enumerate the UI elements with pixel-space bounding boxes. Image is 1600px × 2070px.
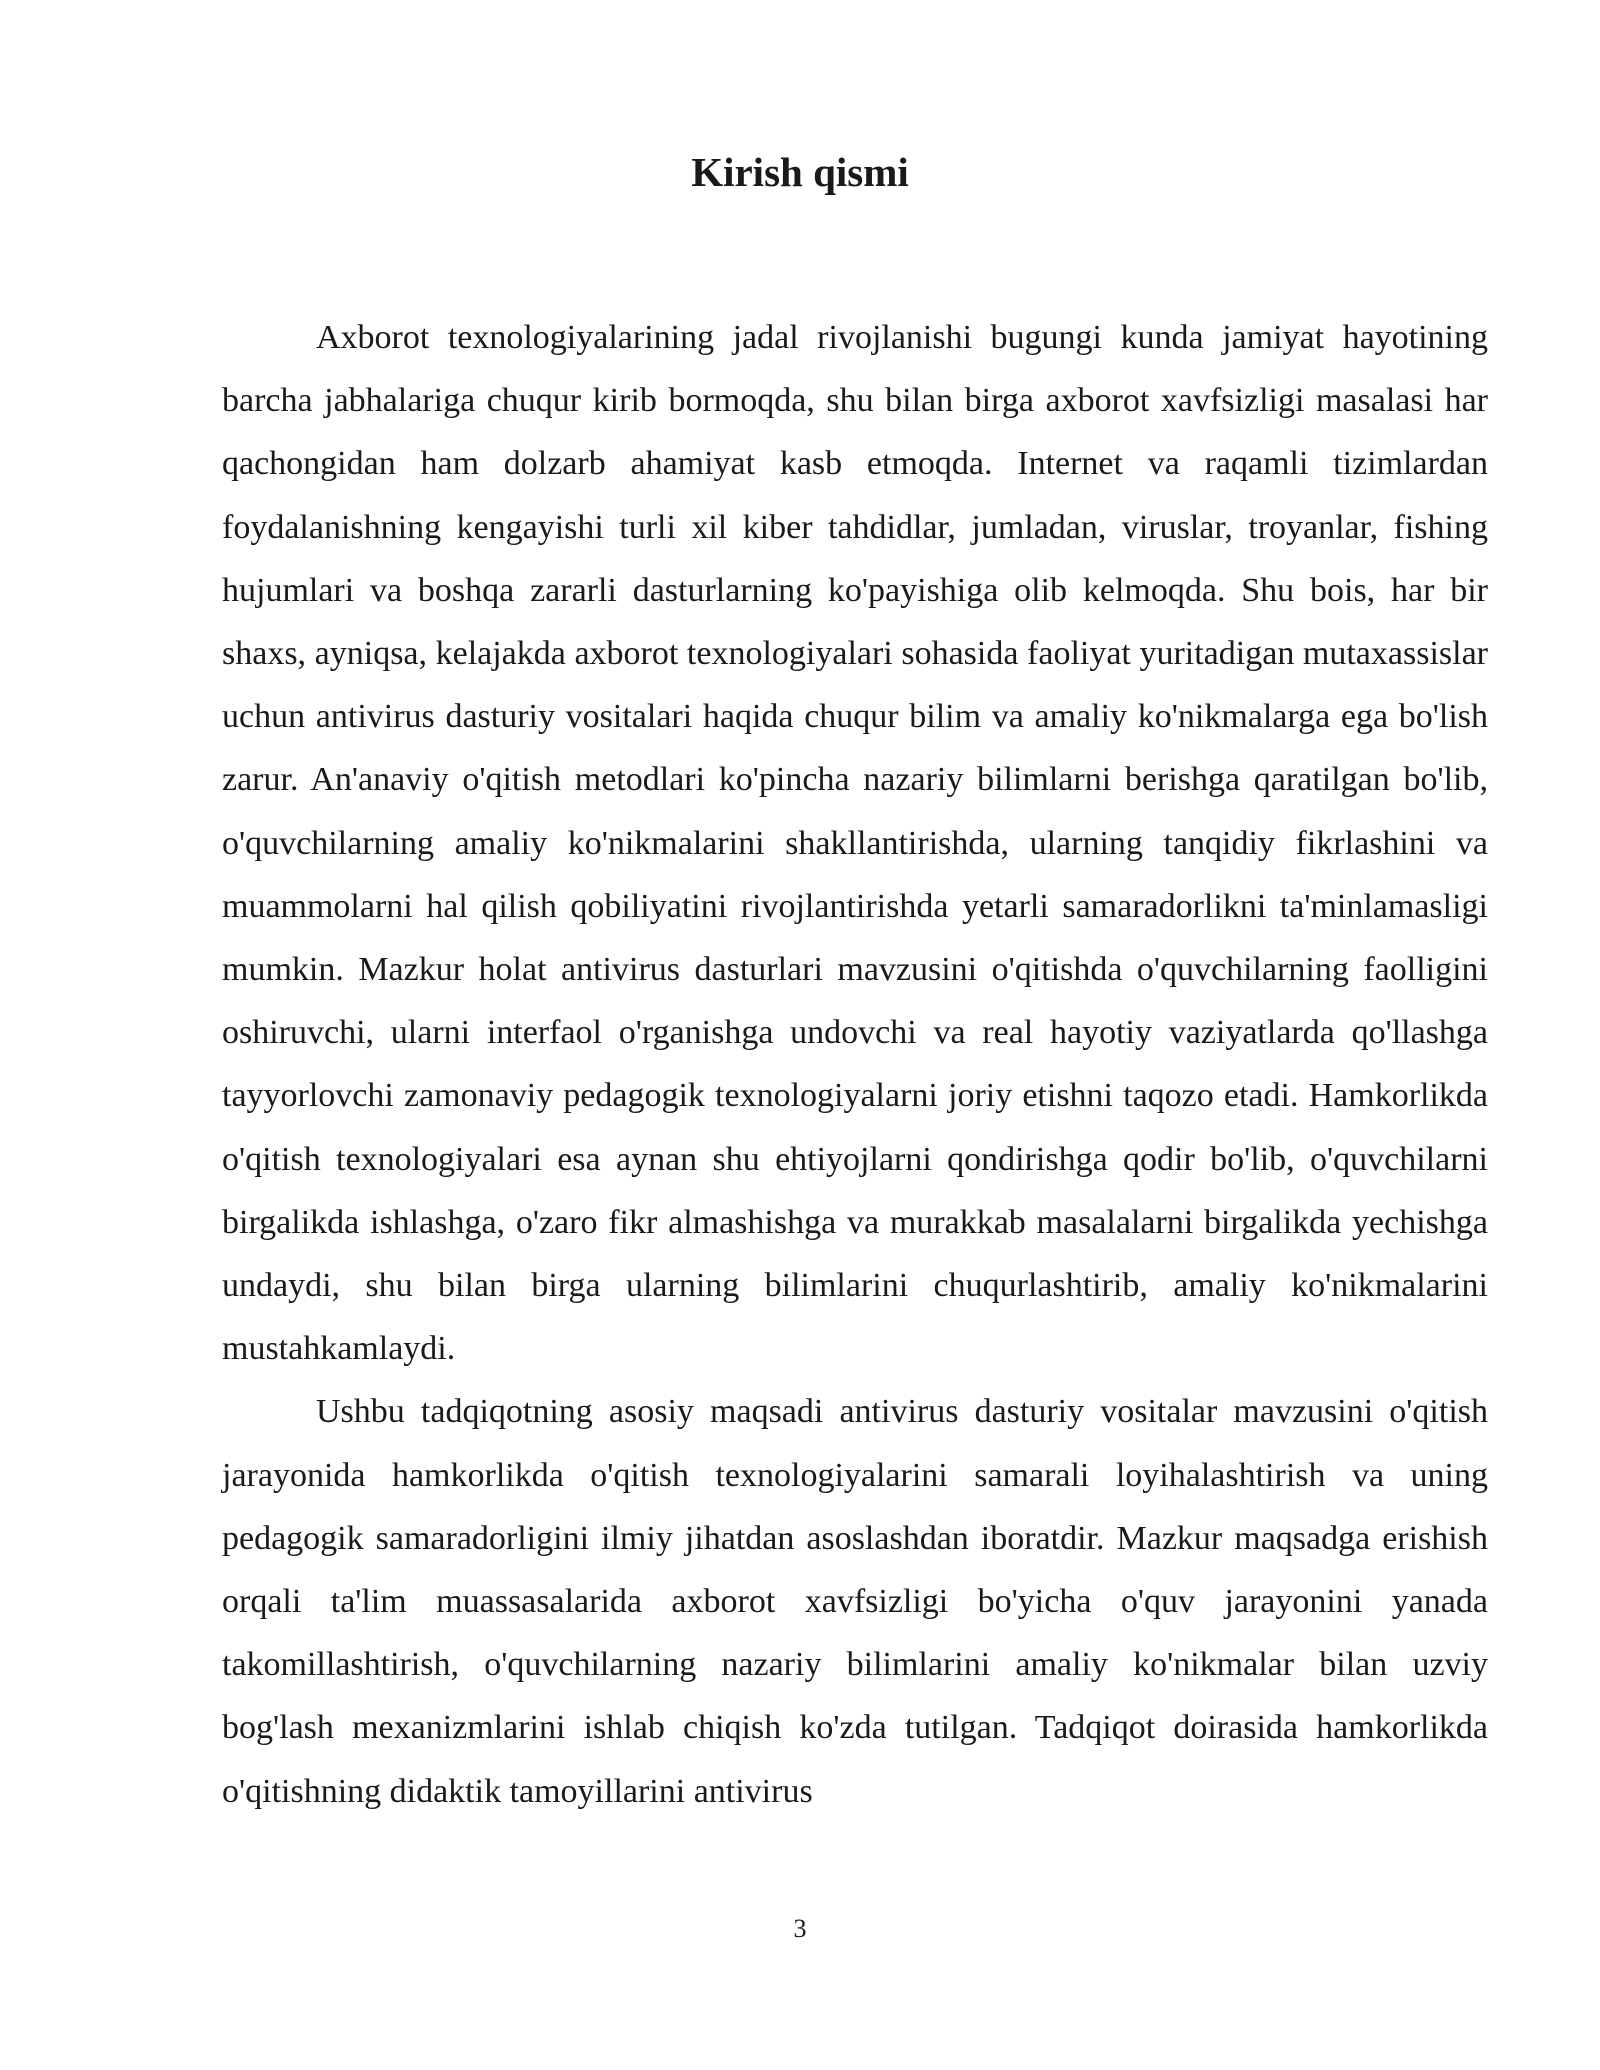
- paragraph-goal: Ushbu tadqiqotning asosiy maqsadi antivirus dasturiy vositalar mavzusini o'qitish jarayonida hamkorlikda o'qitish texnologiyalarini samarali loyihalashtirish va uning pedagogik samaradorligini ilmiy jihatdan asoslashdan iboratdir. Mazkur maqsadga erishish orqali ta'lim muassasalarida axborot xavfsizligi bo'yicha o'quv jarayonini yanada takomillashtirish, o'quvchilarning nazariy bilimlarini amaliy ko'nikmalar bilan uzviy bog'lash mexanizmlarini ishlab chiqish ko'zda tutilgan. Tadqiqot doirasida hamkorlikda o'qitishning didaktik tamoyillarini antivirus: [222, 1393, 1488, 1810]
- document-body: [222, 306, 1488, 1823]
- page-number: 3: [793, 1914, 807, 1943]
- paragraph-intro: Axborot texnologiyalarining jadal rivojlanishi bugungi kunda jamiyat hayotining barcha jabhalariga chuqur kirib bormoqda, shu bilan birga axborot xavfsizligi masalasi har qachongidan ham dolzarb ahamiyat kasb etmoqda. Internet va raqamli tizimlardan foydalanishning kengayishi turli xil kiber tahdidlar, jumladan, viruslar, troyanlar, fishing hujumlari va boshqa zararli dasturlarning ko'payishiga olib kelmoqda. Shu bois, har bir shaxs, ayniqsa, kelajakda axborot texnologiyalari sohasida faoliyat yuritadigan mutaxassislar uchun antivirus dasturiy vositalari haqida chuqur bilim va amaliy ko'nikmalarga ega bo'lish zarur. An'anaviy o'qitish metodlari ko'pincha nazariy bilimlarni berishga qaratilgan bo'lib, o'quvchilarning amaliy ko'nikmalarini shakllantirishda, ularning tanqidiy fikrlashini va muammolarni hal qilish qobiliyatini rivojlantirishda yetarli samaradorlikni ta'minlamasligi mumkin. Mazkur holat antivirus dasturlari mavzusini o'qitishda o'quvchilarning faolligini oshiruvchi, ularni interfaol o'rganishga undovchi va real hayotiy vaziyatlarda qo'llashga tayyorlovchi zamonaviy pedagogik texnologiyalarni joriy etishni taqozo etadi. Hamkorlikda o'qitish texnologiyalari esa aynan shu ehtiyojlarni qondirishga qodir bo'lib, o'quvchilarni birgalikda ishlashga, o'zaro fikr almashishga va murakkab masalalarni birgalikda yechishga undaydi, shu bilan birga ularning bilimlarini chuqurlashtirib, amaliy ko'nikmalarini mustahkamlaydi.: [222, 319, 1488, 1368]
- section-title: Kirish qismi: [691, 149, 909, 195]
